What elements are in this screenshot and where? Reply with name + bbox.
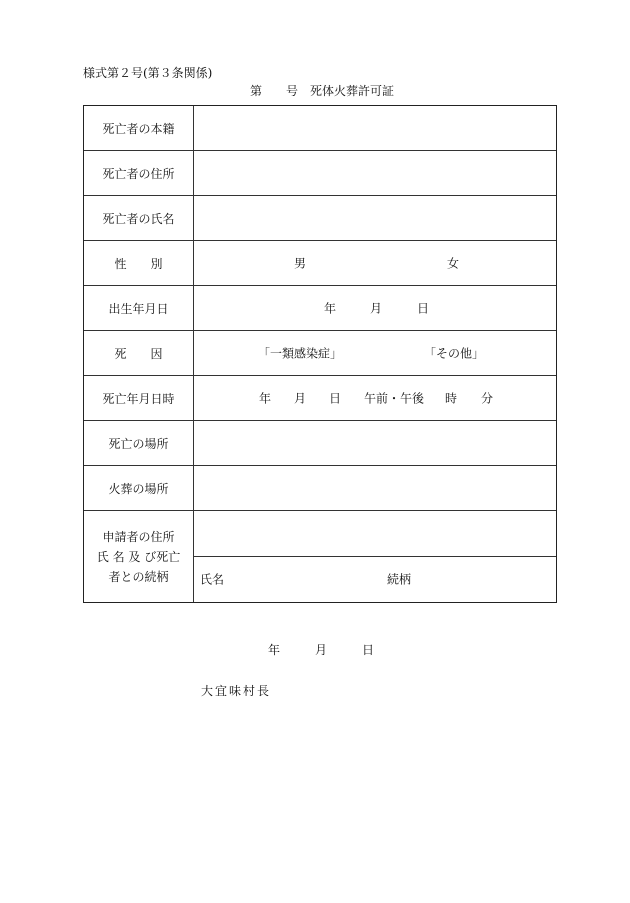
cause-option-other[interactable]: 「その他」 (424, 346, 485, 361)
cause-of-death-field (194, 331, 556, 375)
applicant-label (84, 511, 194, 602)
deceased-domicile-field[interactable] (194, 106, 556, 150)
row-cause-of-death (84, 331, 556, 376)
birth-month-unit: 月 (370, 301, 383, 316)
death-place-field[interactable] (194, 421, 556, 465)
cremation-place-label: 火葬の場所 (84, 466, 194, 510)
row-birth-date (84, 286, 556, 331)
applicant-name-relation-field[interactable] (194, 556, 556, 602)
deceased-domicile-label: 死亡者の本籍 (84, 106, 194, 150)
row-sex (84, 241, 556, 286)
death-minute-unit: 分 (481, 391, 494, 406)
applicant-relation-label: 続柄 (387, 572, 412, 587)
birth-year-unit: 年 (324, 301, 337, 316)
applicant-label-line2: 氏 名 及 び死亡 (96, 549, 181, 564)
issuer-title: 大宜味村長 (201, 684, 272, 698)
cremation-place-field[interactable] (194, 466, 556, 510)
death-ampm-options[interactable]: 午前・午後 (364, 391, 425, 406)
birth-date-label: 出生年月日 (84, 286, 194, 330)
row-deceased-address (84, 151, 556, 196)
birth-date-field[interactable] (194, 286, 556, 330)
permit-form-table (83, 105, 557, 603)
death-day-unit: 日 (329, 391, 342, 406)
issue-year-unit: 年 (268, 643, 281, 657)
sex-field (194, 241, 556, 285)
death-year-unit: 年 (259, 391, 272, 406)
applicant-name-label: 氏名 (200, 572, 225, 587)
row-applicant (84, 511, 556, 602)
cause-of-death-label: 死 因 (84, 331, 194, 375)
death-place-label: 死亡の場所 (84, 421, 194, 465)
applicant-address-field[interactable] (194, 511, 556, 556)
deceased-name-field[interactable] (194, 196, 556, 240)
death-hour-unit: 時 (445, 391, 458, 406)
death-month-unit: 月 (294, 391, 307, 406)
applicant-label-line1: 申請者の住所 (102, 529, 175, 544)
birth-day-unit: 日 (417, 301, 430, 316)
death-datetime-field[interactable] (194, 376, 556, 420)
sex-option-male[interactable]: 男 (294, 256, 307, 271)
row-cremation-place (84, 466, 556, 511)
death-datetime-label: 死亡年月日時 (84, 376, 194, 420)
deceased-name-label: 死亡者の氏名 (84, 196, 194, 240)
issue-day-unit: 日 (362, 643, 375, 657)
sex-label: 性 別 (84, 241, 194, 285)
applicant-label-line3: 者との続柄 (108, 569, 169, 584)
row-deceased-name (84, 196, 556, 241)
document-title: 第 号 死体火葬許可証 (250, 84, 395, 98)
row-death-datetime (84, 376, 556, 421)
sex-option-female[interactable]: 女 (447, 256, 460, 271)
row-deceased-domicile (84, 106, 556, 151)
form-number: 様式第２号(第３条関係) (83, 66, 213, 80)
issue-month-unit: 月 (315, 643, 328, 657)
row-death-place (84, 421, 556, 466)
deceased-address-field[interactable] (194, 151, 556, 195)
deceased-address-label: 死亡者の住所 (84, 151, 194, 195)
cause-option-class1-infectious[interactable]: 「一類感染症」 (258, 346, 343, 361)
